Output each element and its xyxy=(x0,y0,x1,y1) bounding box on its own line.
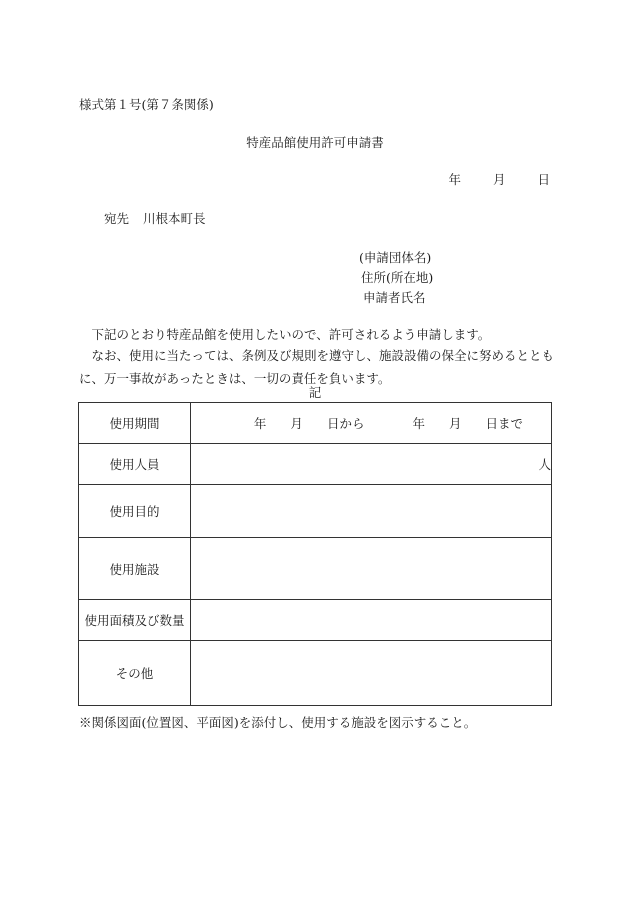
period-from-year: 年 xyxy=(253,416,267,431)
period-to-month: 月 xyxy=(448,416,462,431)
addressee-name: 川根本町長 xyxy=(143,211,206,226)
body-paragraph-2: なお、使用に当たっては、条例及び規則を遵守し、施設設備の保全に努めるとともに、万一事故があったときは、一切の責任を負います。 xyxy=(79,348,555,386)
period-to-year: 年 xyxy=(412,416,425,431)
date-line xyxy=(449,170,550,188)
body-paragraph-1: 下記のとおり特産品館を使用したいので、許可されるよう申請します。 xyxy=(91,327,491,342)
area-field[interactable] xyxy=(191,600,552,641)
ki-heading: 記 xyxy=(308,385,322,400)
other-field[interactable] xyxy=(191,641,552,706)
applicant-group-name-label: (申請団体名) xyxy=(359,250,432,265)
details-table xyxy=(78,402,552,706)
facility-label: 使用施設 xyxy=(79,538,191,600)
table-row-facility xyxy=(79,538,552,600)
table-row-area xyxy=(79,600,552,641)
period-from-month: 月 xyxy=(290,416,303,431)
table-row-other xyxy=(79,641,552,706)
people-field[interactable] xyxy=(191,444,552,485)
facility-field[interactable] xyxy=(191,538,552,600)
attachment-note: ※関係図面(位置図、平面図)を添付し、使用する施設を図示すること。 xyxy=(79,715,477,730)
date-day-label: 日 xyxy=(537,172,550,187)
people-unit: 人 xyxy=(538,457,551,472)
document-title: 特産品館使用許可申請書 xyxy=(246,135,384,150)
period-label: 使用期間 xyxy=(79,403,191,444)
period-to-day: 日まで xyxy=(485,416,523,431)
applicant-name-label: 申請者氏名 xyxy=(363,290,426,305)
table-row-period xyxy=(79,403,552,444)
purpose-label: 使用目的 xyxy=(79,485,191,538)
people-label: 使用人員 xyxy=(79,444,191,485)
period-field[interactable] xyxy=(191,403,552,444)
form-number: 様式第１号(第７条関係) xyxy=(79,97,214,112)
applicant-address-label: 住所(所在地) xyxy=(361,270,434,285)
period-from-day: 日から xyxy=(326,416,365,431)
table-row-purpose xyxy=(79,485,552,538)
addressee-prefix: 宛先 xyxy=(104,211,130,226)
addressee xyxy=(104,209,206,227)
other-label: その他 xyxy=(79,641,191,706)
table-row-people xyxy=(79,444,552,485)
area-label: 使用面積及び数量 xyxy=(79,600,191,641)
date-year-label: 年 xyxy=(448,172,462,187)
purpose-field[interactable] xyxy=(191,485,552,538)
date-month-label: 月 xyxy=(493,172,506,187)
